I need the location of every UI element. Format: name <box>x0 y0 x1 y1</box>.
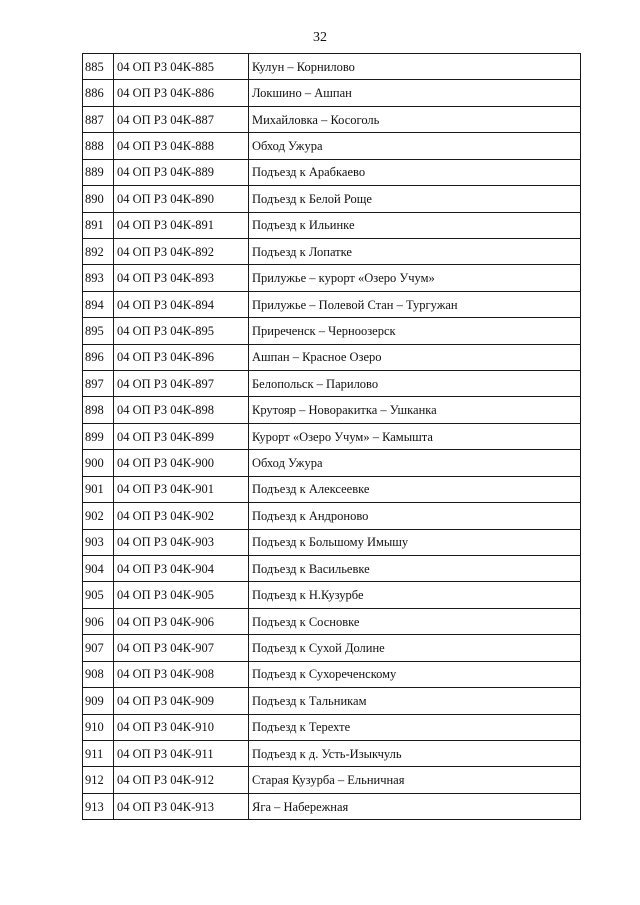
road-code-cell: 04 ОП РЗ 04К-901 <box>114 476 249 502</box>
table-row <box>83 793 581 819</box>
road-name-cell: Кулун – Корнилово <box>249 54 581 80</box>
row-number-cell: 901 <box>83 476 114 502</box>
table-row <box>83 423 581 449</box>
road-code-cell: 04 ОП РЗ 04К-910 <box>114 714 249 740</box>
table-row <box>83 529 581 555</box>
road-name-cell: Подъезд к Андроново <box>249 503 581 529</box>
road-name-cell: Подъезд к Васильевке <box>249 556 581 582</box>
table-row <box>83 159 581 185</box>
table-row <box>83 714 581 740</box>
table-row <box>83 318 581 344</box>
row-number-cell: 910 <box>83 714 114 740</box>
table-row <box>83 80 581 106</box>
road-code-cell: 04 ОП РЗ 04К-888 <box>114 133 249 159</box>
table-row <box>83 688 581 714</box>
row-number-cell: 896 <box>83 344 114 370</box>
row-number-cell: 906 <box>83 608 114 634</box>
table-row <box>83 661 581 687</box>
road-code-cell: 04 ОП РЗ 04К-886 <box>114 80 249 106</box>
road-name-cell: Подъезд к Ильинке <box>249 212 581 238</box>
table-row <box>83 635 581 661</box>
table-row <box>83 582 581 608</box>
road-name-cell: Михайловка – Косоголь <box>249 106 581 132</box>
table-row <box>83 212 581 238</box>
table-row <box>83 397 581 423</box>
road-name-cell: Подъезд к Терехте <box>249 714 581 740</box>
row-number-cell: 905 <box>83 582 114 608</box>
row-number-cell: 892 <box>83 238 114 264</box>
road-name-cell: Курорт «Озеро Учум» – Камышта <box>249 423 581 449</box>
row-number-cell: 913 <box>83 793 114 819</box>
row-number-cell: 909 <box>83 688 114 714</box>
roads-table <box>82 53 581 820</box>
row-number-cell: 887 <box>83 106 114 132</box>
road-code-cell: 04 ОП РЗ 04К-902 <box>114 503 249 529</box>
road-code-cell: 04 ОП РЗ 04К-887 <box>114 106 249 132</box>
row-number-cell: 900 <box>83 450 114 476</box>
road-name-cell: Подъезд к Лопатке <box>249 238 581 264</box>
table-row <box>83 740 581 766</box>
table-row <box>83 344 581 370</box>
table-row <box>83 54 581 80</box>
row-number-cell: 891 <box>83 212 114 238</box>
road-code-cell: 04 ОП РЗ 04К-898 <box>114 397 249 423</box>
table-row <box>83 291 581 317</box>
road-code-cell: 04 ОП РЗ 04К-911 <box>114 740 249 766</box>
road-code-cell: 04 ОП РЗ 04К-913 <box>114 793 249 819</box>
road-name-cell: Подъезд к Сосновке <box>249 608 581 634</box>
road-name-cell: Подъезд к Тальникам <box>249 688 581 714</box>
road-code-cell: 04 ОП РЗ 04К-895 <box>114 318 249 344</box>
road-name-cell: Подъезд к Большому Имышу <box>249 529 581 555</box>
row-number-cell: 886 <box>83 80 114 106</box>
road-code-cell: 04 ОП РЗ 04К-894 <box>114 291 249 317</box>
row-number-cell: 895 <box>83 318 114 344</box>
table-row <box>83 133 581 159</box>
row-number-cell: 899 <box>83 423 114 449</box>
road-code-cell: 04 ОП РЗ 04К-900 <box>114 450 249 476</box>
road-code-cell: 04 ОП РЗ 04К-907 <box>114 635 249 661</box>
road-name-cell: Яга – Набережная <box>249 793 581 819</box>
table-row <box>83 186 581 212</box>
road-name-cell: Прилужье – Полевой Стан – Тургужан <box>249 291 581 317</box>
road-code-cell: 04 ОП РЗ 04К-891 <box>114 212 249 238</box>
road-code-cell: 04 ОП РЗ 04К-906 <box>114 608 249 634</box>
road-name-cell: Подъезд к Сухореченскому <box>249 661 581 687</box>
row-number-cell: 903 <box>83 529 114 555</box>
roads-table-body <box>83 54 581 820</box>
road-name-cell: Подъезд к Сухой Долине <box>249 635 581 661</box>
table-row <box>83 371 581 397</box>
road-code-cell: 04 ОП РЗ 04К-896 <box>114 344 249 370</box>
road-code-cell: 04 ОП РЗ 04К-885 <box>114 54 249 80</box>
table-row <box>83 503 581 529</box>
road-name-cell: Старая Кузурба – Ельничная <box>249 767 581 793</box>
row-number-cell: 890 <box>83 186 114 212</box>
road-name-cell: Обход Ужура <box>249 450 581 476</box>
row-number-cell: 912 <box>83 767 114 793</box>
road-name-cell: Подъезд к Арабкаево <box>249 159 581 185</box>
table-row <box>83 106 581 132</box>
road-name-cell: Локшино – Ашпан <box>249 80 581 106</box>
row-number-cell: 885 <box>83 54 114 80</box>
road-name-cell: Ашпан – Красное Озеро <box>249 344 581 370</box>
road-name-cell: Подъезд к Алексеевке <box>249 476 581 502</box>
row-number-cell: 889 <box>83 159 114 185</box>
road-name-cell: Приреченск – Черноозерск <box>249 318 581 344</box>
row-number-cell: 902 <box>83 503 114 529</box>
table-row <box>83 608 581 634</box>
road-code-cell: 04 ОП РЗ 04К-892 <box>114 238 249 264</box>
table-row <box>83 450 581 476</box>
road-code-cell: 04 ОП РЗ 04К-908 <box>114 661 249 687</box>
table-row <box>83 476 581 502</box>
row-number-cell: 894 <box>83 291 114 317</box>
row-number-cell: 911 <box>83 740 114 766</box>
row-number-cell: 908 <box>83 661 114 687</box>
road-name-cell: Прилужье – курорт «Озеро Учум» <box>249 265 581 291</box>
road-name-cell: Обход Ужура <box>249 133 581 159</box>
road-code-cell: 04 ОП РЗ 04К-899 <box>114 423 249 449</box>
table-row <box>83 265 581 291</box>
road-name-cell: Белопольск – Парилово <box>249 371 581 397</box>
road-name-cell: Подъезд к Н.Кузурбе <box>249 582 581 608</box>
table-row <box>83 767 581 793</box>
road-code-cell: 04 ОП РЗ 04К-897 <box>114 371 249 397</box>
road-code-cell: 04 ОП РЗ 04К-912 <box>114 767 249 793</box>
road-code-cell: 04 ОП РЗ 04К-904 <box>114 556 249 582</box>
road-code-cell: 04 ОП РЗ 04К-890 <box>114 186 249 212</box>
road-code-cell: 04 ОП РЗ 04К-905 <box>114 582 249 608</box>
road-name-cell: Подъезд к д. Усть-Изыкчуль <box>249 740 581 766</box>
row-number-cell: 904 <box>83 556 114 582</box>
road-code-cell: 04 ОП РЗ 04К-903 <box>114 529 249 555</box>
road-code-cell: 04 ОП РЗ 04К-893 <box>114 265 249 291</box>
table-row <box>83 556 581 582</box>
road-name-cell: Крутояр – Новоракитка – Ушканка <box>249 397 581 423</box>
row-number-cell: 888 <box>83 133 114 159</box>
road-code-cell: 04 ОП РЗ 04К-889 <box>114 159 249 185</box>
road-code-cell: 04 ОП РЗ 04К-909 <box>114 688 249 714</box>
row-number-cell: 898 <box>83 397 114 423</box>
row-number-cell: 907 <box>83 635 114 661</box>
page-number: 32 <box>313 30 327 45</box>
row-number-cell: 893 <box>83 265 114 291</box>
row-number-cell: 897 <box>83 371 114 397</box>
road-name-cell: Подъезд к Белой Роще <box>249 186 581 212</box>
table-row <box>83 238 581 264</box>
